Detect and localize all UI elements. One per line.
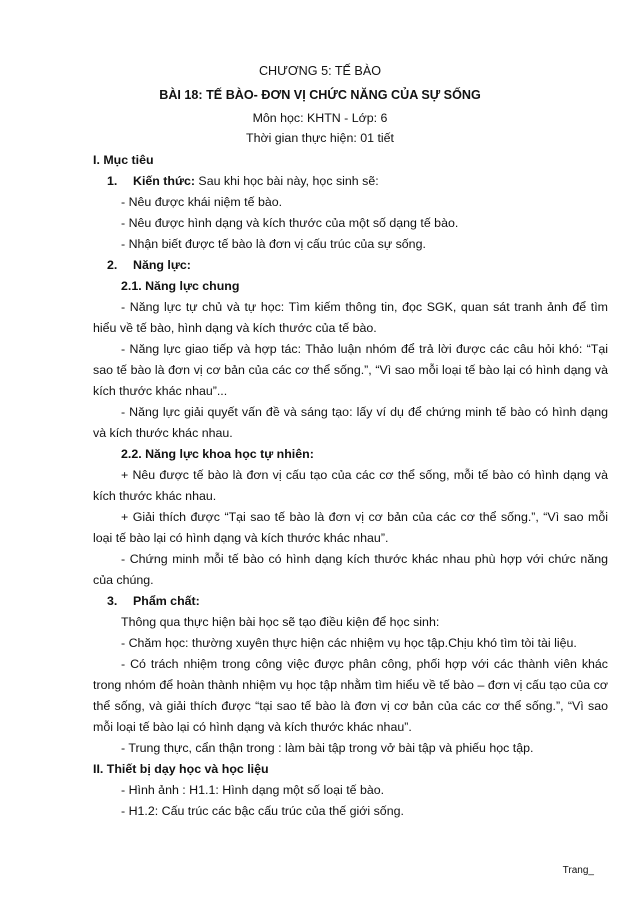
duration-line: Thời gian thực hiện: 01 tiết [246,131,394,145]
lesson-title: BÀI 18: TẾ BÀO- ĐƠN VỊ CHỨC NĂNG CỦA SỰ SỐNG [159,88,481,102]
science-competence-item: - Chứng minh mỗi tế bào có hình dạng kích thước khác nhau phù hợp với chức năng của chúng. [93,552,608,587]
competence-number: 2. [107,258,118,272]
qualities-item: - Có trách nhiệm trong công việc được phân công, phối hợp với các thành viên khác trong nhóm để hoàn thành nhiệm vụ học tập nhằm tìm hiểu về tế bào – đơn vị cấu tạo của cơ thể sống, và giải thích được “tại sao tế bào là đơn vị cơ bản của các cơ thể sống.”, “Vì sao mỗi loại tế bào lại có hình dạng và kích thước khác nhau”. [93,657,608,734]
qualities-item: - Chăm học: thường xuyên thực hiện các nhiệm vụ học tập.Chịu khó tìm tòi tài liệu. [121,636,577,650]
competence-label: Năng lực: [133,258,191,272]
qualities-label: Phẩm chất: [133,594,200,608]
qualities-heading [93,591,608,612]
knowledge-item: - Nhận biết được tế bào là đơn vị cấu trúc của sự sống. [121,237,426,251]
qualities-item: - Trung thực, cẩn thận trong : làm bài tập trong vở bài tập và phiếu học tập. [121,741,534,755]
general-competence-title: 2.1. Năng lực chung [121,279,240,293]
general-competence-item: - Năng lực tự chủ và tự học: Tìm kiếm thông tin, đọc SGK, quan sát tranh ảnh để tìm hiểu về tế bào, hình dạng và kích thước của tế bào. [93,300,608,335]
equipment-item: - H1.2: Cấu trúc các bậc cấu trúc của thế giới sống. [121,804,404,818]
qualities-number: 3. [107,594,118,608]
qualities-intro: Thông qua thực hiện bài học sẽ tạo điều kiện để học sinh: [121,615,440,629]
science-competence-item: + Giải thích được “Tại sao tế bào là đơn vị cơ bản của các cơ thể sống.”, “Vì sao mỗi loại tế bào lại có hình dạng và kích thước khác nhau”. [93,510,608,545]
section-title-objectives: I. Mục tiêu [93,153,154,167]
subject-line: Môn học: KHTN - Lớp: 6 [252,111,388,125]
science-competence-item: + Nêu được tế bào là đơn vị cấu tạo của các cơ thể sống, mỗi tế bào có hình dạng và kích thước khác nhau. [93,468,608,503]
knowledge-label: Kiến thức: [133,174,195,188]
science-competence-title: 2.2. Năng lực khoa học tự nhiên: [121,447,314,461]
general-competence-item: - Năng lực giải quyết vấn đề và sáng tạo: lấy ví dụ để chứng minh tế bào có hình dạng và kích thước khác nhau. [93,405,608,440]
knowledge-item: - Nêu được hình dạng và kích thước của một số dạng tế bào. [121,216,459,230]
section-title-equipment: II. Thiết bị dạy học và học liệu [93,762,269,776]
knowledge-intro: Sau khi học bài này, học sinh sẽ: [194,174,379,188]
knowledge-number: 1. [107,174,118,188]
document-body [93,150,608,822]
chapter-title: CHƯƠNG 5: TẾ BÀO [258,64,382,78]
competence-heading [93,255,608,276]
equipment-item: - Hình ảnh : H1.1: Hình dạng một số loại tế bào. [121,783,385,797]
page-footer: Trang_ [562,865,594,876]
general-competence-item: - Năng lực giao tiếp và hợp tác: Thảo luận nhóm để trả lời được các câu hỏi khó: “Tại sao tế bào là đơn vị cơ bản của các cơ thể sống.”, “Vì sao mỗi loại tế bào lại có hình dạng và kích thước khác nhau”... [93,342,608,398]
knowledge-item: - Nêu được khái niệm tế bào. [121,195,283,209]
knowledge-heading [93,171,608,192]
